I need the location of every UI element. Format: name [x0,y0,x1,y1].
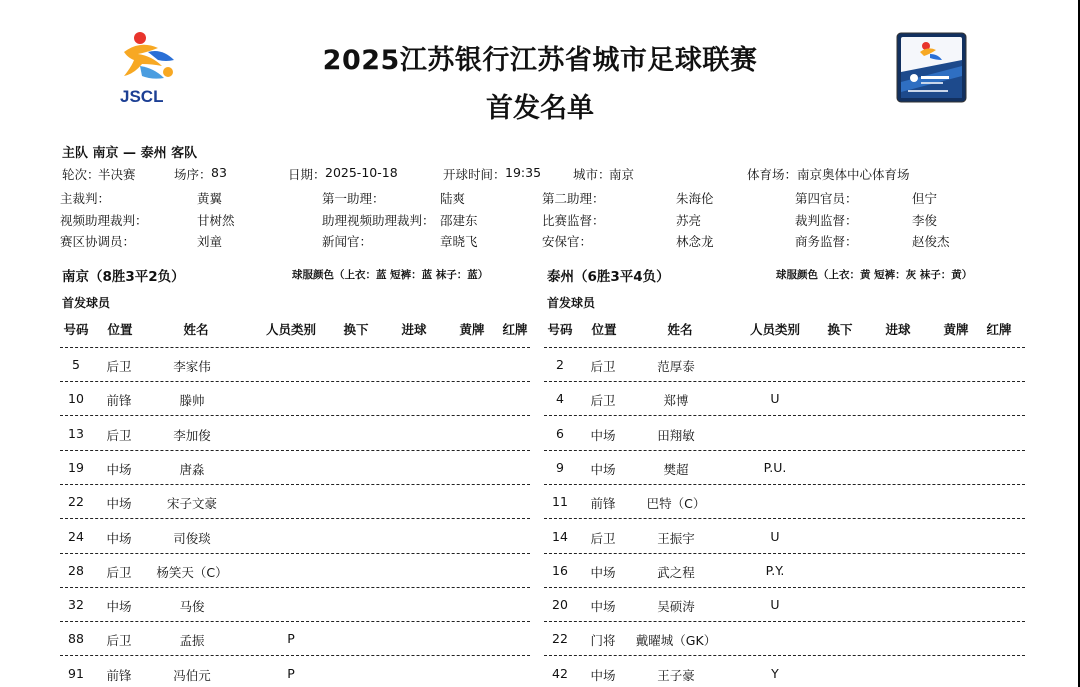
player-category: P [287,665,295,681]
player-number: 4 [556,391,564,407]
city-value: 南京 [609,167,635,182]
row-divider [544,621,1025,622]
player-name: 吴硕涛 [657,599,695,615]
player-position: 前锋 [590,496,616,512]
player-name: 王振宇 [657,530,695,546]
city-label: 城市： [573,167,611,182]
column-header: 换下 [343,322,369,337]
official-name: 赵俊杰 [912,234,950,249]
row-divider [60,484,530,485]
row-divider [60,655,530,656]
player-number: 19 [68,459,84,475]
player-name: 樊超 [663,461,689,477]
player-number: 32 [68,597,84,613]
player-name: 范厚泰 [657,359,695,374]
official-name: 刘童 [197,234,223,249]
venue-label: 体育场： [747,167,798,182]
column-header: 位置 [591,322,617,337]
player-number: 88 [68,631,84,647]
player-position: 后卫 [106,427,132,443]
player-category: P.U. [763,459,787,475]
column-header: 进球 [885,322,911,337]
row-divider [60,587,530,588]
official-role-label: 商务监督： [795,234,858,249]
player-category: P.Y. [765,562,785,578]
player-position: 中场 [590,427,616,443]
row-divider [544,518,1025,519]
official-name: 但宁 [912,191,938,206]
official-name: 陆爽 [440,191,466,206]
round-value: 半决赛 [98,167,136,182]
row-divider [544,655,1025,656]
player-number: 28 [68,562,84,578]
row-divider [544,347,1025,348]
player-position: 中场 [590,599,616,615]
player-position: 中场 [590,461,616,477]
player-name: 孟振 [179,633,205,649]
player-name: 司俊琰 [173,530,211,546]
player-number: 6 [556,425,564,441]
row-divider [60,415,530,416]
official-role-label: 第一助理： [322,191,385,206]
away-starters-heading: 首发球员 [547,296,596,310]
player-number: 5 [72,357,80,372]
official-name: 甘树然 [197,213,235,228]
player-category: Y [771,665,779,681]
player-name: 马俊 [179,599,205,615]
official-role-label: 主裁判： [60,191,111,206]
player-position: 中场 [106,461,132,477]
player-position: 后卫 [106,633,132,649]
player-category: P [287,631,295,647]
player-position: 中场 [106,496,132,512]
column-header: 黄牌 [459,322,485,337]
away-team-title: 泰州（6胜3平4负） [547,269,670,285]
player-category: U [770,391,780,407]
seq-value: 83 [211,165,227,180]
column-header: 姓名 [183,322,209,337]
official-name: 李俊 [912,213,938,228]
player-name: 李加俊 [173,427,211,443]
column-header: 黄牌 [943,322,969,337]
home-starters-heading: 首发球员 [62,296,111,310]
row-divider [544,587,1025,588]
player-position: 中场 [590,564,616,580]
column-header: 进球 [401,322,427,337]
player-name: 李家伟 [173,359,211,374]
player-number: 22 [552,631,568,647]
official-role-label: 视频助理裁判： [60,213,148,228]
player-number: 22 [68,494,84,510]
player-position: 后卫 [106,564,132,580]
player-position: 后卫 [106,359,132,374]
document-subtitle: 首发名单 [486,93,594,124]
row-divider [60,347,530,348]
official-role-label: 第四官员： [795,191,858,206]
row-divider [60,553,530,554]
row-divider [60,450,530,451]
official-name: 章晓飞 [440,234,478,249]
official-name: 林念龙 [676,234,714,249]
player-name: 滕帅 [179,393,205,409]
player-name: 唐淼 [179,461,205,477]
date-value: 2025-10-18 [325,165,398,180]
seq-label: 场序： [174,167,212,182]
column-header: 人员类别 [749,322,801,337]
player-name: 武之程 [657,564,695,580]
player-position: 前锋 [106,667,132,683]
player-number: 9 [556,459,564,475]
official-role-label: 安保官： [542,234,593,249]
svg-text:JSCL: JSCL [120,87,164,106]
player-number: 14 [552,528,568,544]
column-header: 红牌 [502,322,528,337]
column-header: 换下 [827,322,853,337]
player-name: 郑博 [663,393,689,409]
player-number: 91 [68,665,84,681]
player-position: 中场 [590,667,616,683]
row-divider [544,484,1025,485]
official-role-label: 第二助理： [542,191,605,206]
column-header: 人员类别 [265,322,317,337]
player-name: 戴曜城（GK） [635,633,717,649]
kickoff-label: 开球时间： [443,167,506,182]
date-label: 日期： [288,167,326,182]
player-category: U [770,597,780,613]
player-number: 16 [552,562,568,578]
player-name: 冯伯元 [173,667,211,683]
teams-line: 主队 南京 — 泰州 客队 [62,146,198,161]
official-name: 黄翼 [197,191,223,206]
row-divider [544,415,1025,416]
player-name: 杨笑天（C） [156,564,228,580]
official-role-label: 赛区协调员： [60,234,136,249]
venue-value: 南京奥体中心体育场 [797,167,910,182]
player-position: 中场 [106,599,132,615]
official-name: 邵建东 [440,213,478,228]
official-role-label: 比赛监督： [542,213,605,228]
kickoff-value: 19:35 [505,165,542,180]
round-label: 轮次： [62,167,100,182]
player-position: 后卫 [590,530,616,546]
player-name: 田翔敏 [657,427,695,443]
player-position: 中场 [106,530,132,546]
player-name: 宋子文豪 [166,496,218,512]
row-divider [60,381,530,382]
official-name: 朱海伦 [676,191,714,206]
player-position: 前锋 [106,393,132,409]
player-number: 10 [68,391,84,407]
player-position: 后卫 [590,359,616,374]
player-category: U [770,528,780,544]
column-header: 号码 [547,322,573,337]
player-position: 后卫 [590,393,616,409]
player-number: 20 [552,597,568,613]
column-header: 位置 [107,322,133,337]
row-divider [544,381,1025,382]
row-divider [544,553,1025,554]
away-kit-colors: 球服颜色（上衣：黄 短裤：灰 袜子：黄） [776,269,973,281]
document-title: 2025江苏银行江苏省城市足球联赛 [322,45,758,76]
column-header: 号码 [63,322,89,337]
row-divider [544,450,1025,451]
official-role-label: 新闻官： [322,234,373,249]
player-number: 24 [68,528,84,544]
official-role-label: 裁判监督： [795,213,858,228]
official-role-label: 助理视频助理裁判： [322,213,435,228]
official-name: 苏亮 [676,213,702,228]
row-divider [60,621,530,622]
player-number: 11 [552,494,568,510]
player-name: 巴特（C） [646,496,706,512]
column-header: 姓名 [667,322,693,337]
player-position: 门将 [590,633,616,649]
player-number: 13 [68,425,84,441]
player-number: 2 [556,357,564,372]
player-name: 王子豪 [657,667,695,683]
home-team-title: 南京（8胜3平2负） [62,269,185,285]
column-header: 红牌 [986,322,1012,337]
player-number: 42 [552,665,568,681]
row-divider [60,518,530,519]
home-kit-colors: 球服颜色（上衣：蓝 短裤：蓝 袜子：蓝） [292,269,489,281]
